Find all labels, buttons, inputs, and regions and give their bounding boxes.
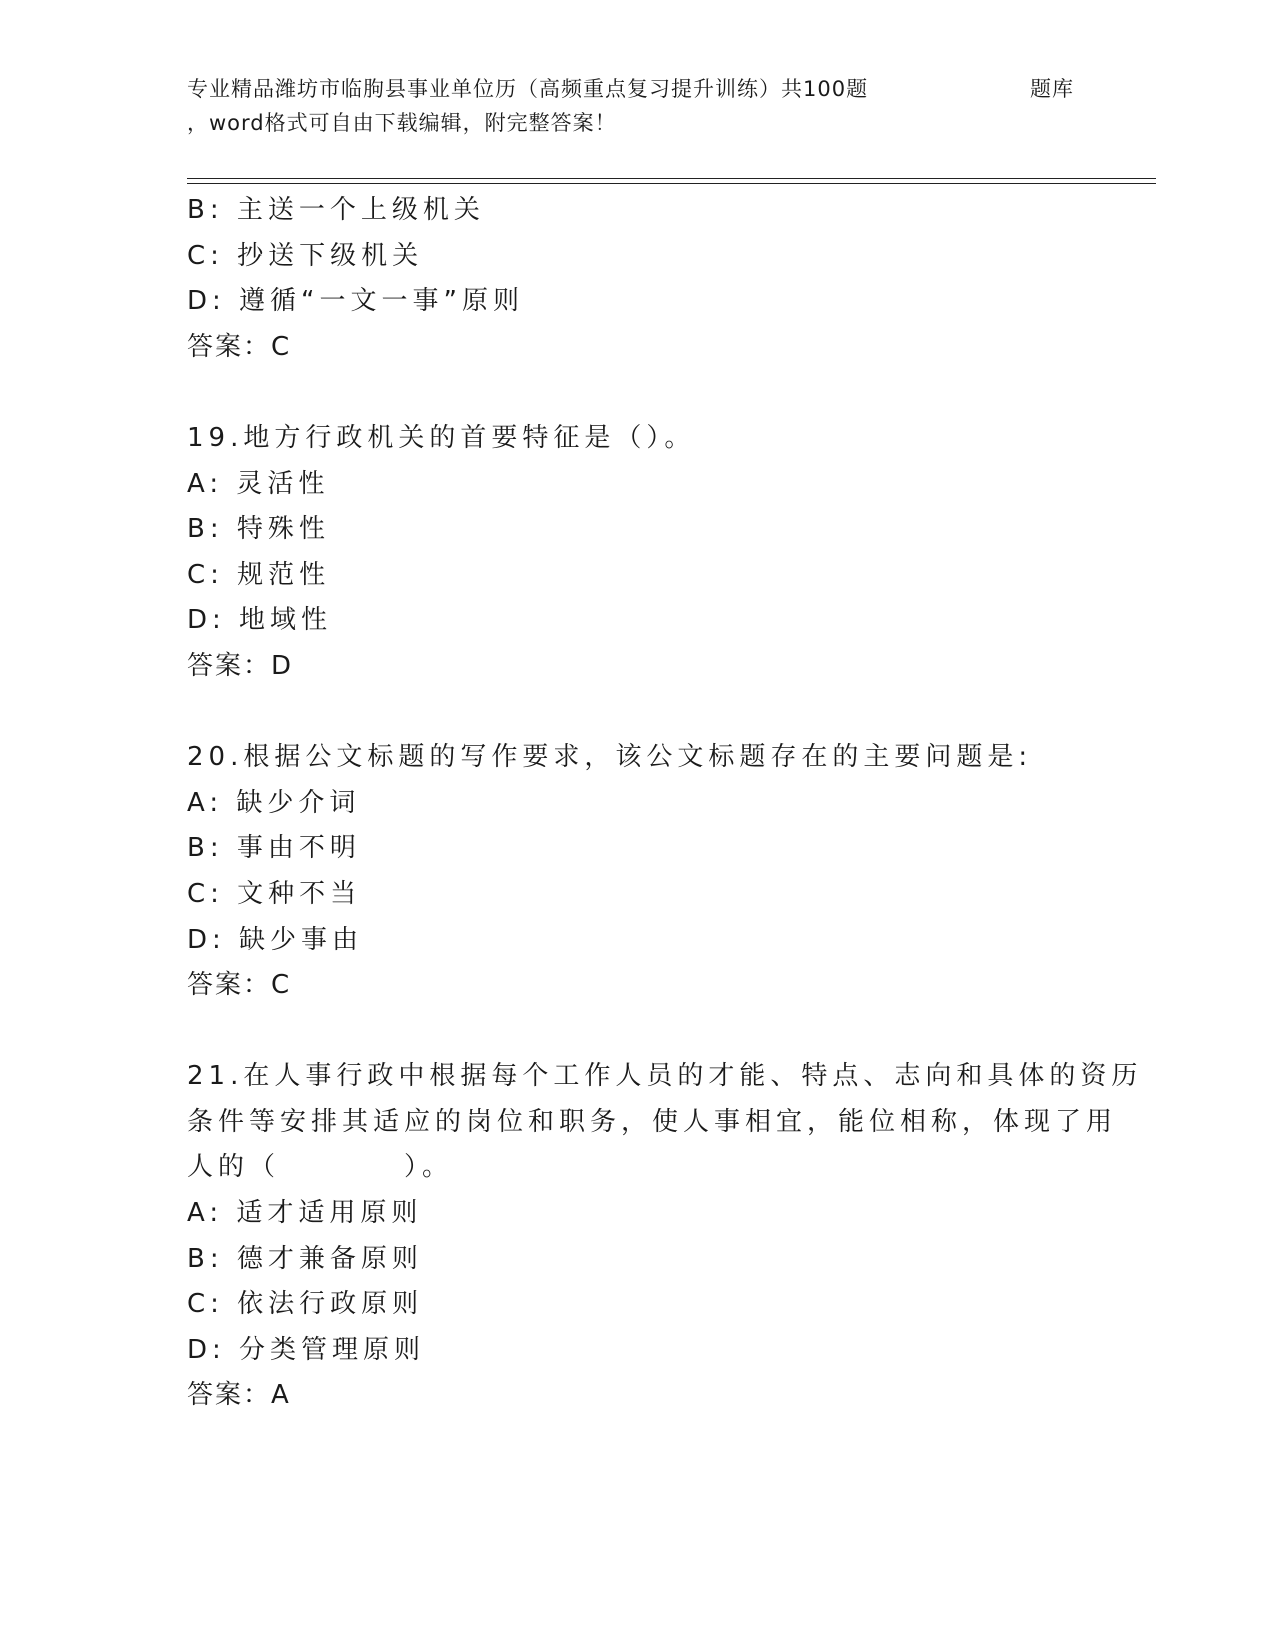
spacer [187, 370, 1067, 416]
option-b: B: 事由不明 [187, 833, 361, 864]
option-c: C: 抄送下级机关 [187, 240, 424, 271]
document-title: 专业精品潍坊市临朐县事业单位历（高频重点复习提升训练）共100题 [187, 77, 869, 101]
question-18-continued [187, 188, 1067, 370]
option-c: C: 规范性 [187, 559, 331, 590]
answer: 答案：A [187, 1380, 291, 1411]
option-d: D: 遵循“一文一事”原则 [187, 286, 524, 317]
option-c: C: 依法行政原则 [187, 1289, 424, 1320]
option-a: A: 适才适用原则 [187, 1198, 423, 1229]
answer: 答案：C [187, 331, 292, 362]
option-c: C: 文种不当 [187, 878, 362, 909]
option-b: B: 特殊性 [187, 514, 330, 545]
header-divider [187, 178, 1156, 184]
question-stem-line-3: 人的（ ）。 [187, 1152, 454, 1183]
option-a: A: 灵活性 [187, 468, 330, 499]
spacer [187, 690, 1067, 736]
question-21 [187, 1054, 1143, 1419]
option-b: B: 主送一个上级机关 [187, 195, 485, 225]
question-stem: 20.根据公文标题的写作要求，该公文标题存在的主要问题是: [187, 742, 1033, 773]
question-stem-line-1: 21.在人事行政中根据每个工作人员的才能、特点、志向和具体的资历 [187, 1061, 1143, 1092]
question-20 [187, 735, 1067, 1009]
header-tag: 题库 [1030, 77, 1074, 101]
option-d: D: 分类管理原则 [187, 1334, 426, 1365]
option-d: D: 地域性 [187, 605, 333, 636]
option-d: D: 缺少事由 [187, 924, 364, 955]
question-stem-line-2: 条件等安排其适应的岗位和职务，使人事相宜，能位相称，体现了用 [187, 1106, 1118, 1137]
answer: 答案：D [187, 650, 294, 681]
question-stem: 19.地方行政机关的首要特征是（）。 [187, 422, 696, 453]
answer: 答案：C [187, 970, 292, 1001]
question-list [187, 188, 1143, 1419]
header-line-2: ，word格式可自由下载编辑，附完整答案！ [187, 111, 617, 135]
spacer [187, 1009, 1067, 1055]
option-b: B: 德才兼备原则 [187, 1243, 423, 1274]
page-header [187, 72, 1087, 140]
header-line-1 [187, 72, 1087, 106]
question-19 [187, 416, 1067, 690]
option-a: A: 缺少介词 [187, 787, 361, 818]
